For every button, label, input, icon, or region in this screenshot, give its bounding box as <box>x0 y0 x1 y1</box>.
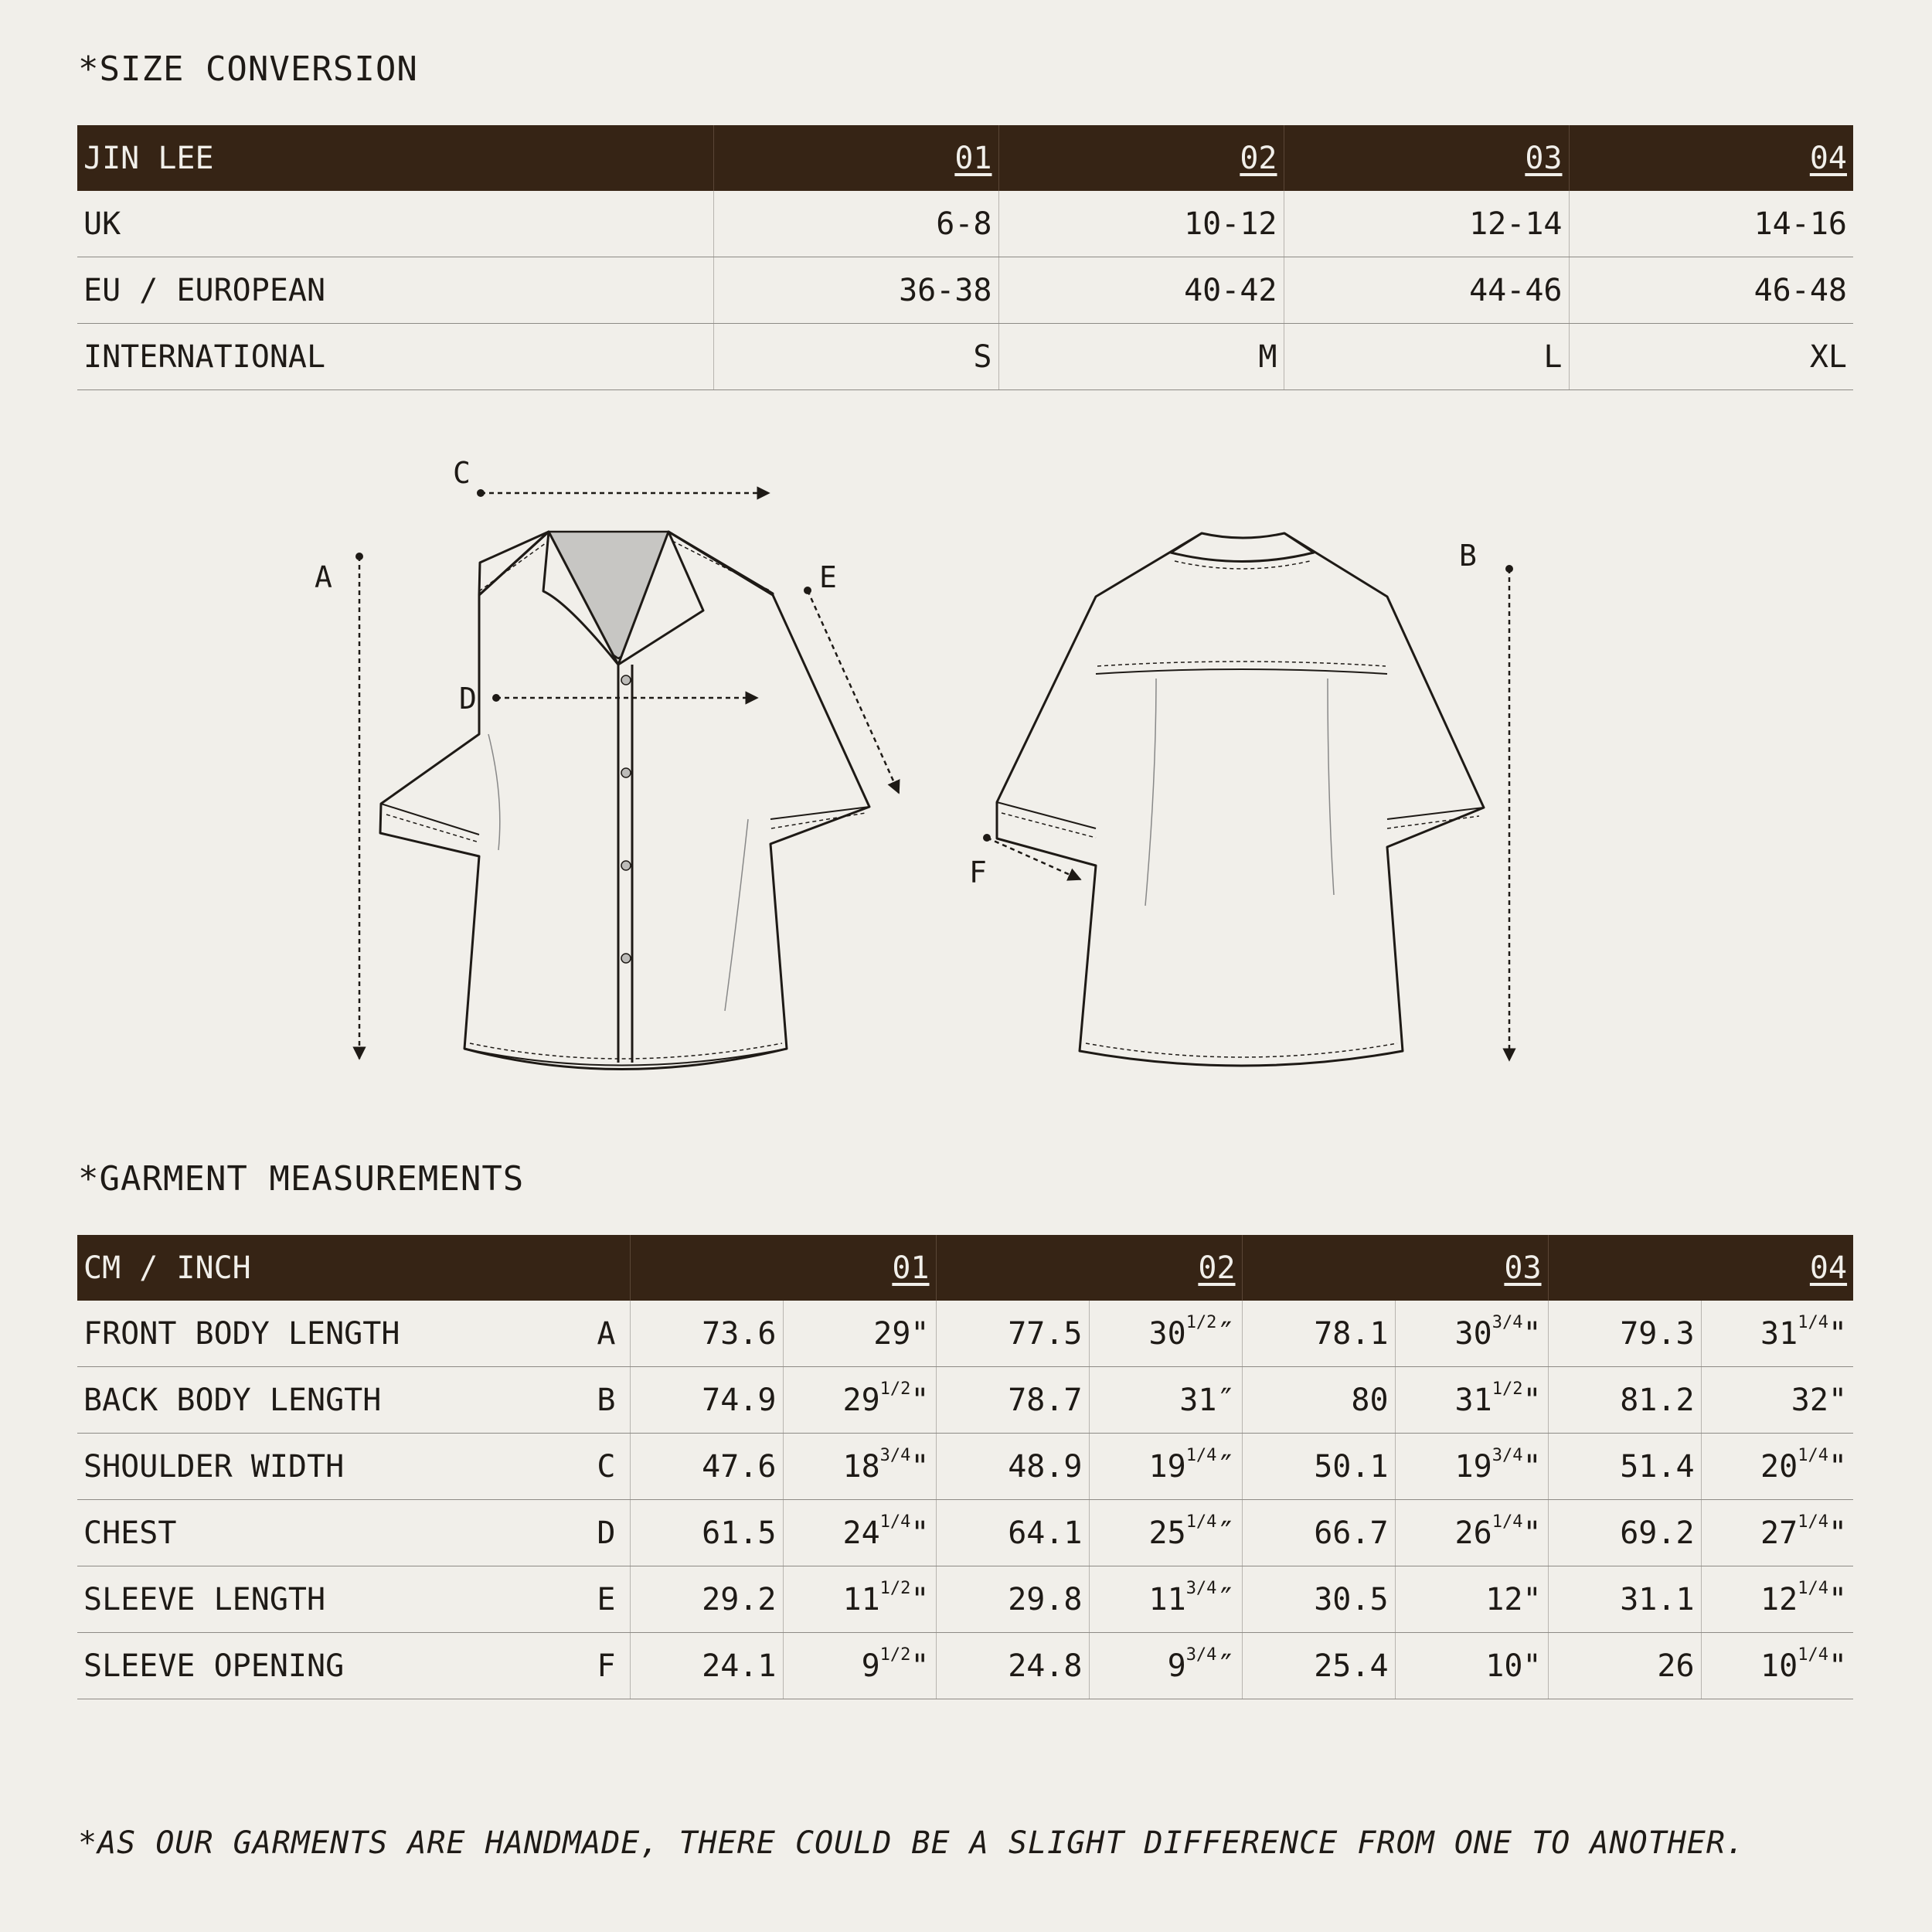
inch-whole: 20 <box>1760 1448 1798 1485</box>
shirt-diagrams <box>0 433 1932 1113</box>
measure-header-02 <box>936 1235 1242 1301</box>
inch-cell <box>1395 1566 1548 1633</box>
inch-unit: ″ <box>1216 1382 1236 1418</box>
cm-cell: 81.2 <box>1548 1367 1701 1434</box>
table-cell: 44-46 <box>1284 257 1569 324</box>
cm-cell: 29.2 <box>630 1566 783 1633</box>
cm-cell: 48.9 <box>936 1434 1089 1500</box>
label-c: C <box>453 456 471 490</box>
table-row <box>77 1434 1853 1500</box>
inch-fraction: 1/4 <box>1798 1312 1828 1332</box>
table-cell: 6-8 <box>713 191 998 257</box>
table-cell: M <box>998 324 1284 390</box>
inch-fraction: 1/4 <box>879 1512 911 1532</box>
inch-unit: " <box>910 1648 930 1684</box>
inch-unit: ″ <box>1216 1448 1236 1485</box>
inch-whole: 32 <box>1791 1382 1828 1418</box>
inch-unit: " <box>1522 1315 1542 1352</box>
inch-whole: 24 <box>842 1515 880 1551</box>
cm-cell: 47.6 <box>630 1434 783 1500</box>
inch-whole: 29 <box>842 1382 880 1418</box>
inch-unit: " <box>1522 1515 1542 1551</box>
inch-whole: 12 <box>1760 1581 1798 1617</box>
inch-unit: " <box>910 1448 930 1485</box>
inch-whole: 26 <box>1454 1515 1492 1551</box>
inch-unit: ″ <box>1216 1648 1236 1684</box>
table-cell: S <box>713 324 998 390</box>
inch-unit: " <box>910 1382 930 1418</box>
inch-cell <box>1395 1500 1548 1566</box>
measure-size-link-01[interactable]: 01 <box>892 1250 930 1286</box>
inch-fraction: 3/4 <box>1492 1445 1523 1465</box>
measurement-code: C <box>556 1434 630 1500</box>
inch-cell <box>783 1301 936 1367</box>
garment-measurements-title: *GARMENT MEASUREMENTS <box>78 1159 525 1199</box>
inch-fraction: 3/4 <box>879 1445 911 1465</box>
cm-cell: 64.1 <box>936 1500 1089 1566</box>
size-header-01 <box>713 125 998 191</box>
label-d: D <box>459 682 477 716</box>
inch-fraction: 1/4 <box>1798 1578 1828 1598</box>
cm-cell: 69.2 <box>1548 1500 1701 1566</box>
inch-unit: ″ <box>1216 1315 1236 1352</box>
cm-cell: 79.3 <box>1548 1301 1701 1367</box>
table-cell: XL <box>1569 324 1853 390</box>
inch-fraction: 1/4 <box>1798 1512 1828 1532</box>
measure-size-link-03[interactable]: 03 <box>1504 1250 1542 1286</box>
inch-whole: 12 <box>1485 1581 1523 1617</box>
size-header-04 <box>1569 125 1853 191</box>
table-cell: L <box>1284 324 1569 390</box>
measure-header-01 <box>630 1235 936 1301</box>
unit-header: CM / INCH <box>77 1235 630 1301</box>
inch-cell <box>1701 1434 1853 1500</box>
inch-whole: 11 <box>842 1581 880 1617</box>
inch-whole: 27 <box>1760 1515 1798 1551</box>
row-label: SLEEVE OPENING <box>77 1633 556 1699</box>
table-row <box>77 191 1853 257</box>
cm-cell: 50.1 <box>1242 1434 1395 1500</box>
row-label: INTERNATIONAL <box>77 324 713 390</box>
table-cell: 12-14 <box>1284 191 1569 257</box>
inch-unit: " <box>1828 1382 1848 1418</box>
measurement-header-row <box>77 1235 1853 1301</box>
inch-fraction: 1/2 <box>879 1645 911 1665</box>
table-row <box>77 1367 1853 1434</box>
inch-fraction: 1/4 <box>1492 1512 1523 1532</box>
table-cell: 14-16 <box>1569 191 1853 257</box>
row-label: UK <box>77 191 713 257</box>
inch-fraction: 3/4 <box>1185 1645 1217 1665</box>
measure-header-03 <box>1242 1235 1548 1301</box>
inch-cell <box>783 1434 936 1500</box>
measurement-code: E <box>556 1566 630 1633</box>
inch-unit: ″ <box>1216 1515 1236 1551</box>
inch-whole: 25 <box>1148 1515 1186 1551</box>
inch-fraction: 3/4 <box>1492 1312 1523 1332</box>
inch-whole: 19 <box>1148 1448 1186 1485</box>
inch-whole: 31 <box>1179 1382 1217 1418</box>
inch-unit: " <box>1828 1648 1848 1684</box>
measure-size-link-04[interactable]: 04 <box>1809 1250 1848 1286</box>
table-row <box>77 1566 1853 1633</box>
cm-cell: 29.8 <box>936 1566 1089 1633</box>
table-row <box>77 1301 1853 1367</box>
inch-whole: 9 <box>1167 1648 1186 1684</box>
inch-fraction: 1/2 <box>879 1379 911 1399</box>
inch-cell <box>1701 1301 1853 1367</box>
inch-cell <box>1395 1301 1548 1367</box>
label-b: B <box>1459 539 1477 573</box>
size-conversion-title: *SIZE CONVERSION <box>78 49 418 89</box>
inch-unit: ″ <box>1216 1581 1236 1617</box>
table-cell: 36-38 <box>713 257 998 324</box>
measurement-code: A <box>556 1301 630 1367</box>
inch-cell <box>783 1633 936 1699</box>
inch-unit: " <box>1828 1581 1848 1617</box>
cm-cell: 77.5 <box>936 1301 1089 1367</box>
inch-cell <box>1395 1633 1548 1699</box>
inch-cell <box>1701 1633 1853 1699</box>
brand-header: JIN LEE <box>77 125 713 191</box>
cm-cell: 78.7 <box>936 1367 1089 1434</box>
inch-whole: 29 <box>873 1315 911 1352</box>
cm-cell: 31.1 <box>1548 1566 1701 1633</box>
inch-whole: 30 <box>1454 1315 1492 1352</box>
inch-unit: " <box>1522 1648 1542 1684</box>
cm-cell: 26 <box>1548 1633 1701 1699</box>
table-cell: 10-12 <box>998 191 1284 257</box>
row-label: CHEST <box>77 1500 556 1566</box>
inch-fraction: 1/4 <box>1798 1645 1828 1665</box>
measurement-code: D <box>556 1500 630 1566</box>
inch-fraction: 1/2 <box>879 1578 911 1598</box>
inch-whole: 11 <box>1148 1581 1186 1617</box>
inch-unit: " <box>1828 1448 1848 1485</box>
inch-unit: " <box>1828 1315 1848 1352</box>
measurement-code: B <box>556 1367 630 1434</box>
cm-cell: 25.4 <box>1242 1633 1395 1699</box>
inch-fraction: 1/2 <box>1185 1312 1217 1332</box>
inch-unit: " <box>1522 1382 1542 1418</box>
table-row <box>77 1633 1853 1699</box>
measure-size-link-02[interactable]: 02 <box>1198 1250 1236 1286</box>
inch-whole: 31 <box>1454 1382 1492 1418</box>
table-row <box>77 324 1853 390</box>
inch-unit: " <box>1828 1515 1848 1551</box>
inch-unit: " <box>910 1515 930 1551</box>
inch-whole: 18 <box>842 1448 880 1485</box>
inch-whole: 30 <box>1148 1315 1186 1352</box>
row-label: SLEEVE LENGTH <box>77 1566 556 1633</box>
label-e: E <box>819 560 837 594</box>
table-cell: 40-42 <box>998 257 1284 324</box>
inch-cell <box>1701 1566 1853 1633</box>
back-shirt-drawing <box>997 533 1484 1066</box>
cm-cell: 74.9 <box>630 1367 783 1434</box>
size-conversion-table <box>77 125 1853 390</box>
measurement-code: F <box>556 1633 630 1699</box>
inch-fraction: 3/4 <box>1185 1578 1217 1598</box>
inch-cell <box>783 1500 936 1566</box>
inch-whole: 10 <box>1760 1648 1798 1684</box>
inch-cell <box>1701 1500 1853 1566</box>
inch-cell <box>1395 1367 1548 1434</box>
inch-whole: 10 <box>1485 1648 1523 1684</box>
cm-cell: 73.6 <box>630 1301 783 1367</box>
size-header-row <box>77 125 1853 191</box>
inch-unit: " <box>910 1581 930 1617</box>
inch-unit: " <box>1522 1448 1542 1485</box>
inch-cell <box>1089 1367 1242 1434</box>
cm-cell: 80 <box>1242 1367 1395 1434</box>
size-link-04[interactable]: 04 <box>1809 140 1847 176</box>
inch-fraction: 1/4 <box>1798 1445 1828 1465</box>
inch-whole: 9 <box>861 1648 880 1684</box>
measurement-rows <box>77 1301 1853 1699</box>
table-cell: 46-48 <box>1569 257 1853 324</box>
label-f: F <box>969 855 987 889</box>
label-a: A <box>315 560 332 594</box>
inch-whole: 19 <box>1454 1448 1492 1485</box>
inch-fraction: 1/4 <box>1185 1445 1217 1465</box>
table-row <box>77 1500 1853 1566</box>
size-link-01[interactable]: 01 <box>954 140 992 176</box>
inch-cell <box>1089 1434 1242 1500</box>
cm-cell: 24.8 <box>936 1633 1089 1699</box>
inch-fraction: 1/4 <box>1185 1512 1217 1532</box>
inch-unit: " <box>910 1315 930 1352</box>
cm-cell: 66.7 <box>1242 1500 1395 1566</box>
front-shirt-drawing <box>380 532 869 1070</box>
cm-cell: 78.1 <box>1242 1301 1395 1367</box>
cm-cell: 61.5 <box>630 1500 783 1566</box>
handmade-footnote: *AS OUR GARMENTS ARE HANDMADE, THERE COULD BE A SLIGHT DIFFERENCE FROM ONE TO ANOTHER. <box>78 1825 1746 1861</box>
row-label: EU / EUROPEAN <box>77 257 713 324</box>
inch-cell <box>1395 1434 1548 1500</box>
inch-whole: 31 <box>1760 1315 1798 1352</box>
inch-cell <box>1089 1301 1242 1367</box>
size-link-02[interactable]: 02 <box>1240 140 1277 176</box>
inch-fraction: 1/2 <box>1492 1379 1523 1399</box>
row-label: SHOULDER WIDTH <box>77 1434 556 1500</box>
inch-cell <box>1089 1566 1242 1633</box>
size-header-03 <box>1284 125 1569 191</box>
inch-cell <box>1089 1633 1242 1699</box>
size-header-02 <box>998 125 1284 191</box>
cm-cell: 24.1 <box>630 1633 783 1699</box>
size-link-03[interactable]: 03 <box>1525 140 1563 176</box>
measure-header-04 <box>1548 1235 1853 1301</box>
cm-cell: 51.4 <box>1548 1434 1701 1500</box>
inch-cell <box>1701 1367 1853 1434</box>
inch-cell <box>1089 1500 1242 1566</box>
inch-unit: " <box>1522 1581 1542 1617</box>
inch-cell <box>783 1566 936 1633</box>
row-label: BACK BODY LENGTH <box>77 1367 556 1434</box>
row-label: FRONT BODY LENGTH <box>77 1301 556 1367</box>
cm-cell: 30.5 <box>1242 1566 1395 1633</box>
table-row <box>77 257 1853 324</box>
inch-cell <box>783 1367 936 1434</box>
garment-measurements-table <box>77 1235 1853 1699</box>
